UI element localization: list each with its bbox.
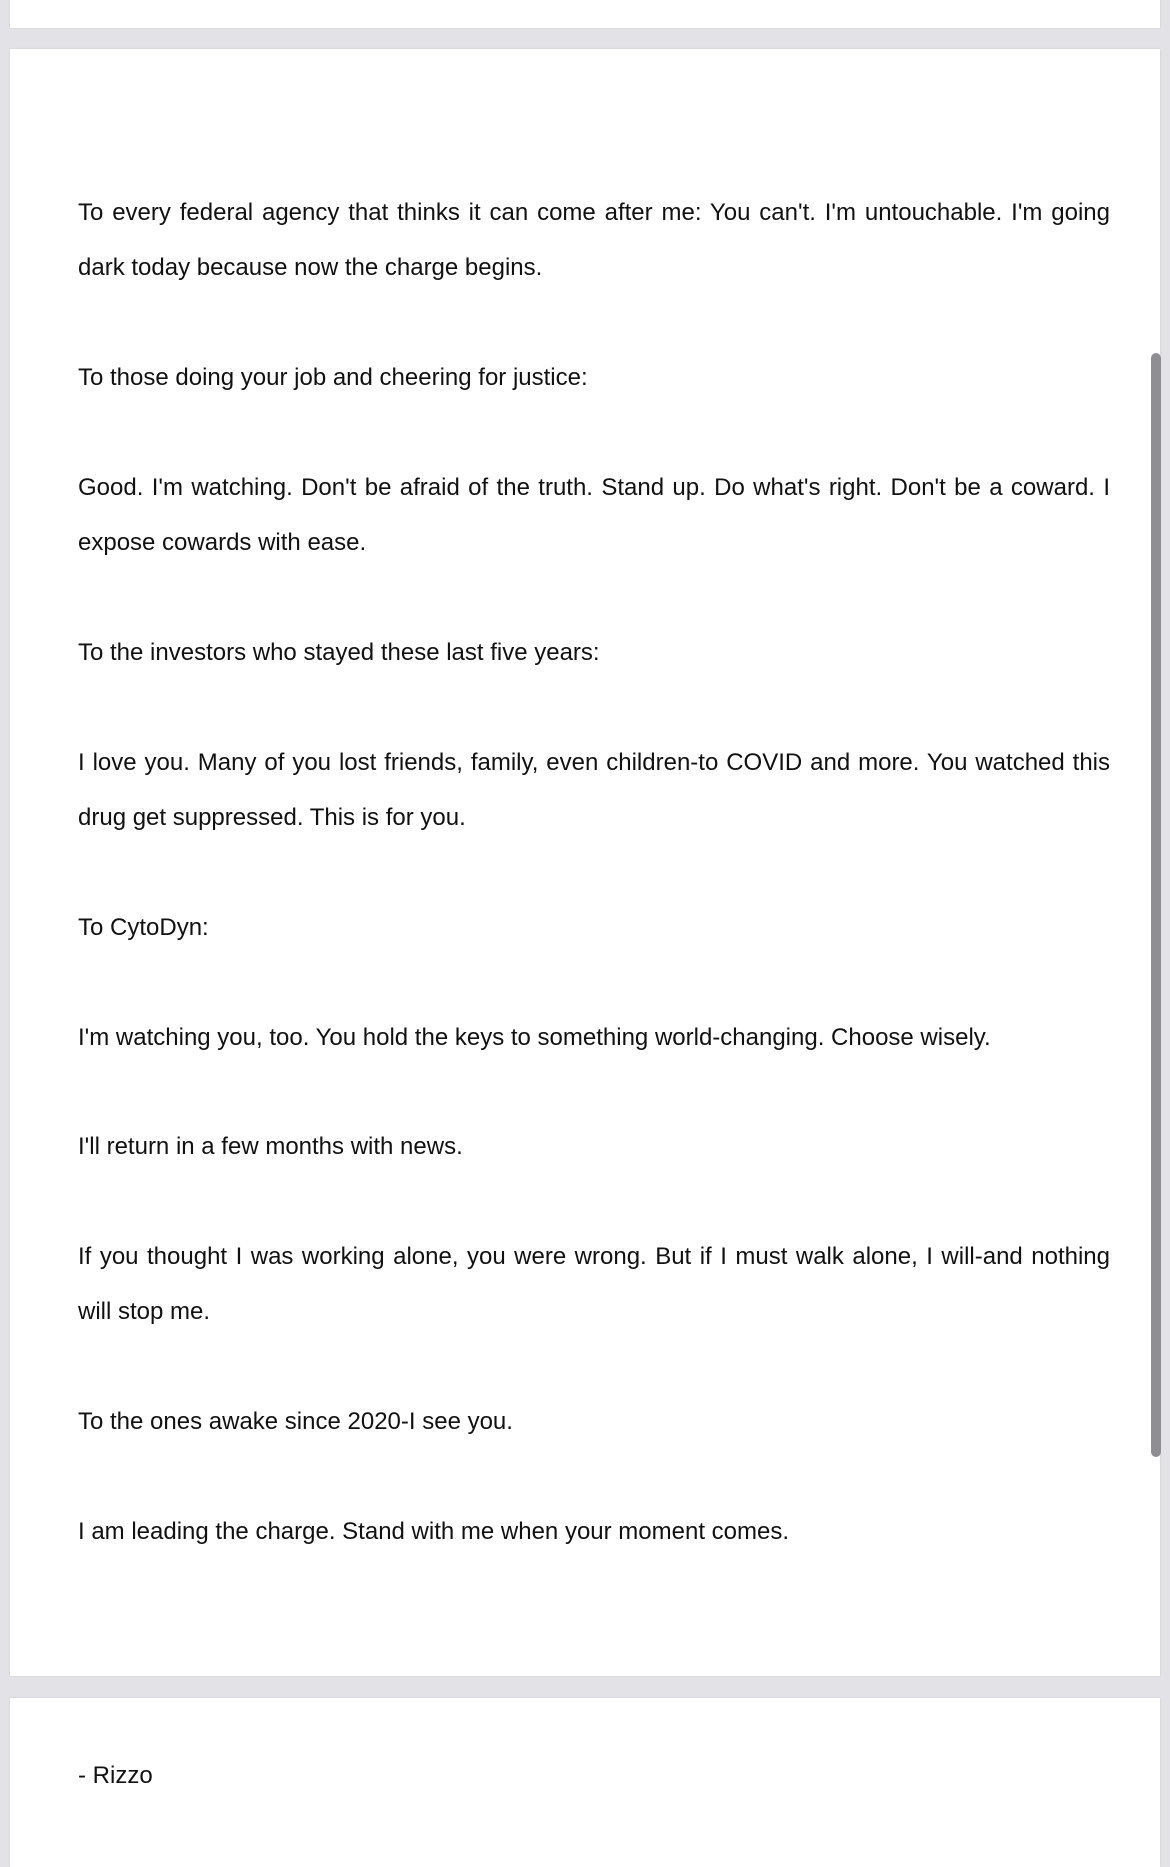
- paragraph-love-you: I love you. Many of you lost friends, family, even children-to COVID and more. You watched this drug get suppressed. This is for you.: [78, 749, 1110, 831]
- paragraph-cytodyn-heading: To CytoDyn:: [78, 914, 209, 941]
- signature: - Rizzo: [78, 1762, 153, 1789]
- paragraph-leading-charge: I am leading the charge. Stand with me when your moment comes.: [78, 1518, 790, 1545]
- paragraph-investors-heading: To the investors who stayed these last five years:: [78, 639, 600, 666]
- paragraph-return: I'll return in a few months with news.: [78, 1133, 463, 1160]
- document-page: [10, 49, 1160, 1676]
- paragraph-awake-since-2020: To the ones awake since 2020-I see you.: [78, 1408, 513, 1435]
- previous-page: [10, 0, 1160, 28]
- paragraph-watching: Good. I'm watching. Don't be afraid of the truth. Stand up. Do what's right. Don't be a coward. I expose cowards with ease.: [78, 474, 1110, 556]
- paragraph-watching-cytodyn: I'm watching you, too. You hold the keys to something world-changing. Choose wisely.: [78, 1024, 991, 1051]
- scrollbar-thumb[interactable]: [1151, 353, 1161, 1457]
- next-page: [10, 1698, 1160, 1867]
- paragraph-federal-agency: To every federal agency that thinks it can come after me: You can't. I'm untouchable. I'm going dark today because now the charge begins.: [78, 199, 1110, 281]
- paragraph-working-alone: If you thought I was working alone, you were wrong. But if I must walk alone, I will-and nothing will stop me.: [78, 1243, 1110, 1325]
- paragraph-justice-heading: To those doing your job and cheering for justice:: [78, 364, 588, 391]
